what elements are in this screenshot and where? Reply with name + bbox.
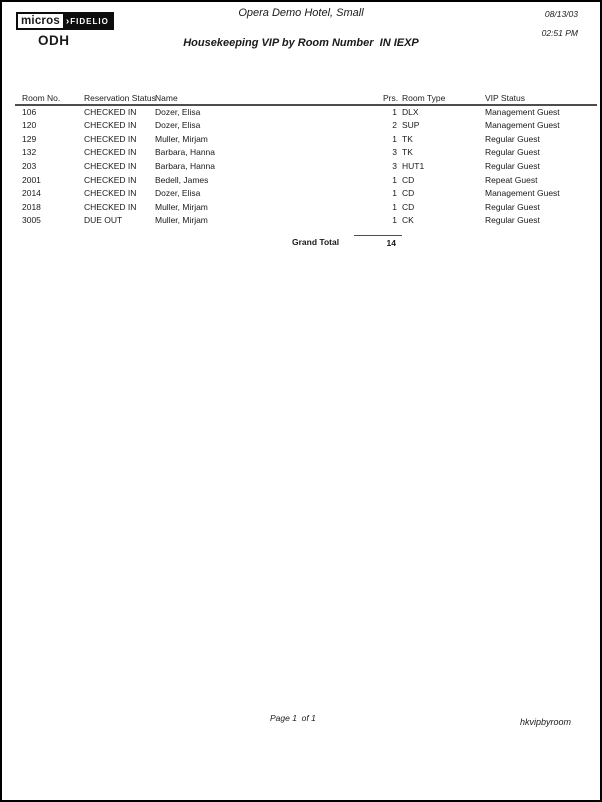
cell-prs: 1 (392, 188, 397, 199)
cell-vip-status: Regular Guest (485, 133, 540, 144)
report-code: hkvipbyroom (519, 717, 571, 727)
cell-vip-status: Management Guest (485, 106, 560, 117)
cell-vip-status: Repeat Guest (485, 174, 538, 185)
cell-name: Muller, Mirjam (155, 215, 208, 226)
brand-arrow-icon: › (65, 15, 70, 27)
column-header-reservation-status: Reservation Status (84, 93, 156, 103)
cell-room-no: 2001 (22, 174, 41, 185)
cell-reservation-status: CHECKED IN (84, 120, 137, 131)
cell-name: Muller, Mirjam (155, 201, 208, 212)
cell-name: Bedell, James (155, 174, 209, 185)
micros-brand-label: micros (16, 12, 65, 30)
property-code: ODH (38, 33, 70, 48)
cell-reservation-status: CHECKED IN (84, 174, 137, 185)
cell-room-no: 3005 (22, 215, 41, 226)
cell-reservation-status: CHECKED IN (84, 147, 137, 158)
cell-room-no: 203 (22, 160, 37, 171)
cell-prs: 1 (392, 133, 397, 144)
cell-room-type: CD (402, 201, 415, 212)
column-header-vip-status: VIP Status (485, 93, 526, 103)
cell-prs: 1 (392, 201, 397, 212)
cell-vip-status: Regular Guest (485, 147, 540, 158)
cell-name: Barbara, Hanna (155, 160, 216, 171)
cell-vip-status: Management Guest (485, 120, 560, 131)
hotel-name: Opera Demo Hotel, Small (238, 7, 364, 19)
cell-room-type: CD (402, 174, 415, 185)
cell-reservation-status: CHECKED IN (84, 133, 137, 144)
column-header-name: Name (155, 93, 178, 103)
report-date: 08/13/03 (544, 9, 578, 19)
grand-total-label: Grand Total (292, 237, 340, 247)
cell-reservation-status: CHECKED IN (84, 160, 137, 171)
cell-vip-status: Regular Guest (485, 160, 540, 171)
cell-room-type: HUT1 (402, 160, 425, 171)
cell-room-no: 2014 (22, 188, 41, 199)
cell-room-type: DLX (402, 106, 419, 117)
cell-room-no: 106 (22, 106, 37, 117)
cell-room-type: CK (402, 215, 414, 226)
cell-vip-status: Regular Guest (485, 201, 540, 212)
column-header-room-no: Room No. (22, 93, 61, 103)
column-header-prs: Prs. (383, 93, 399, 103)
cell-room-no: 129 (22, 133, 37, 144)
cell-vip-status: Management Guest (485, 188, 560, 199)
cell-prs: 1 (392, 215, 397, 226)
cell-reservation-status: DUE OUT (84, 215, 123, 226)
grand-total-value: 14 (354, 235, 402, 248)
cell-name: Barbara, Hanna (155, 147, 216, 158)
cell-prs: 3 (392, 147, 397, 158)
table-body (22, 105, 594, 227)
cell-prs: 2 (392, 120, 397, 131)
column-header-room-type: Room Type (402, 93, 446, 103)
cell-room-type: TK (402, 147, 413, 158)
cell-name: Dozer, Elisa (155, 106, 201, 117)
cell-name: Dozer, Elisa (155, 120, 201, 131)
fidelio-brand-label: FIDELIO (70, 16, 109, 26)
cell-reservation-status: CHECKED IN (84, 188, 137, 199)
cell-room-no: 132 (22, 147, 37, 158)
cell-vip-status: Regular Guest (485, 215, 540, 226)
cell-prs: 1 (392, 106, 397, 117)
cell-reservation-status: CHECKED IN (84, 201, 137, 212)
cell-room-no: 2018 (22, 201, 41, 212)
report-time: 02:51 PM (541, 28, 578, 38)
cell-reservation-status: CHECKED IN (84, 106, 137, 117)
cell-name: Dozer, Elisa (155, 188, 201, 199)
cell-room-type: SUP (402, 120, 420, 131)
cell-room-type: TK (402, 133, 413, 144)
cell-prs: 1 (392, 174, 397, 185)
page-number: Page 1 of 1 (270, 713, 316, 723)
cell-name: Muller, Mirjam (155, 133, 208, 144)
cell-room-type: CD (402, 188, 415, 199)
cell-prs: 3 (392, 160, 397, 171)
cell-room-no: 120 (22, 120, 37, 131)
report-title: Housekeeping VIP by Room Number IN IEXP (183, 37, 419, 49)
